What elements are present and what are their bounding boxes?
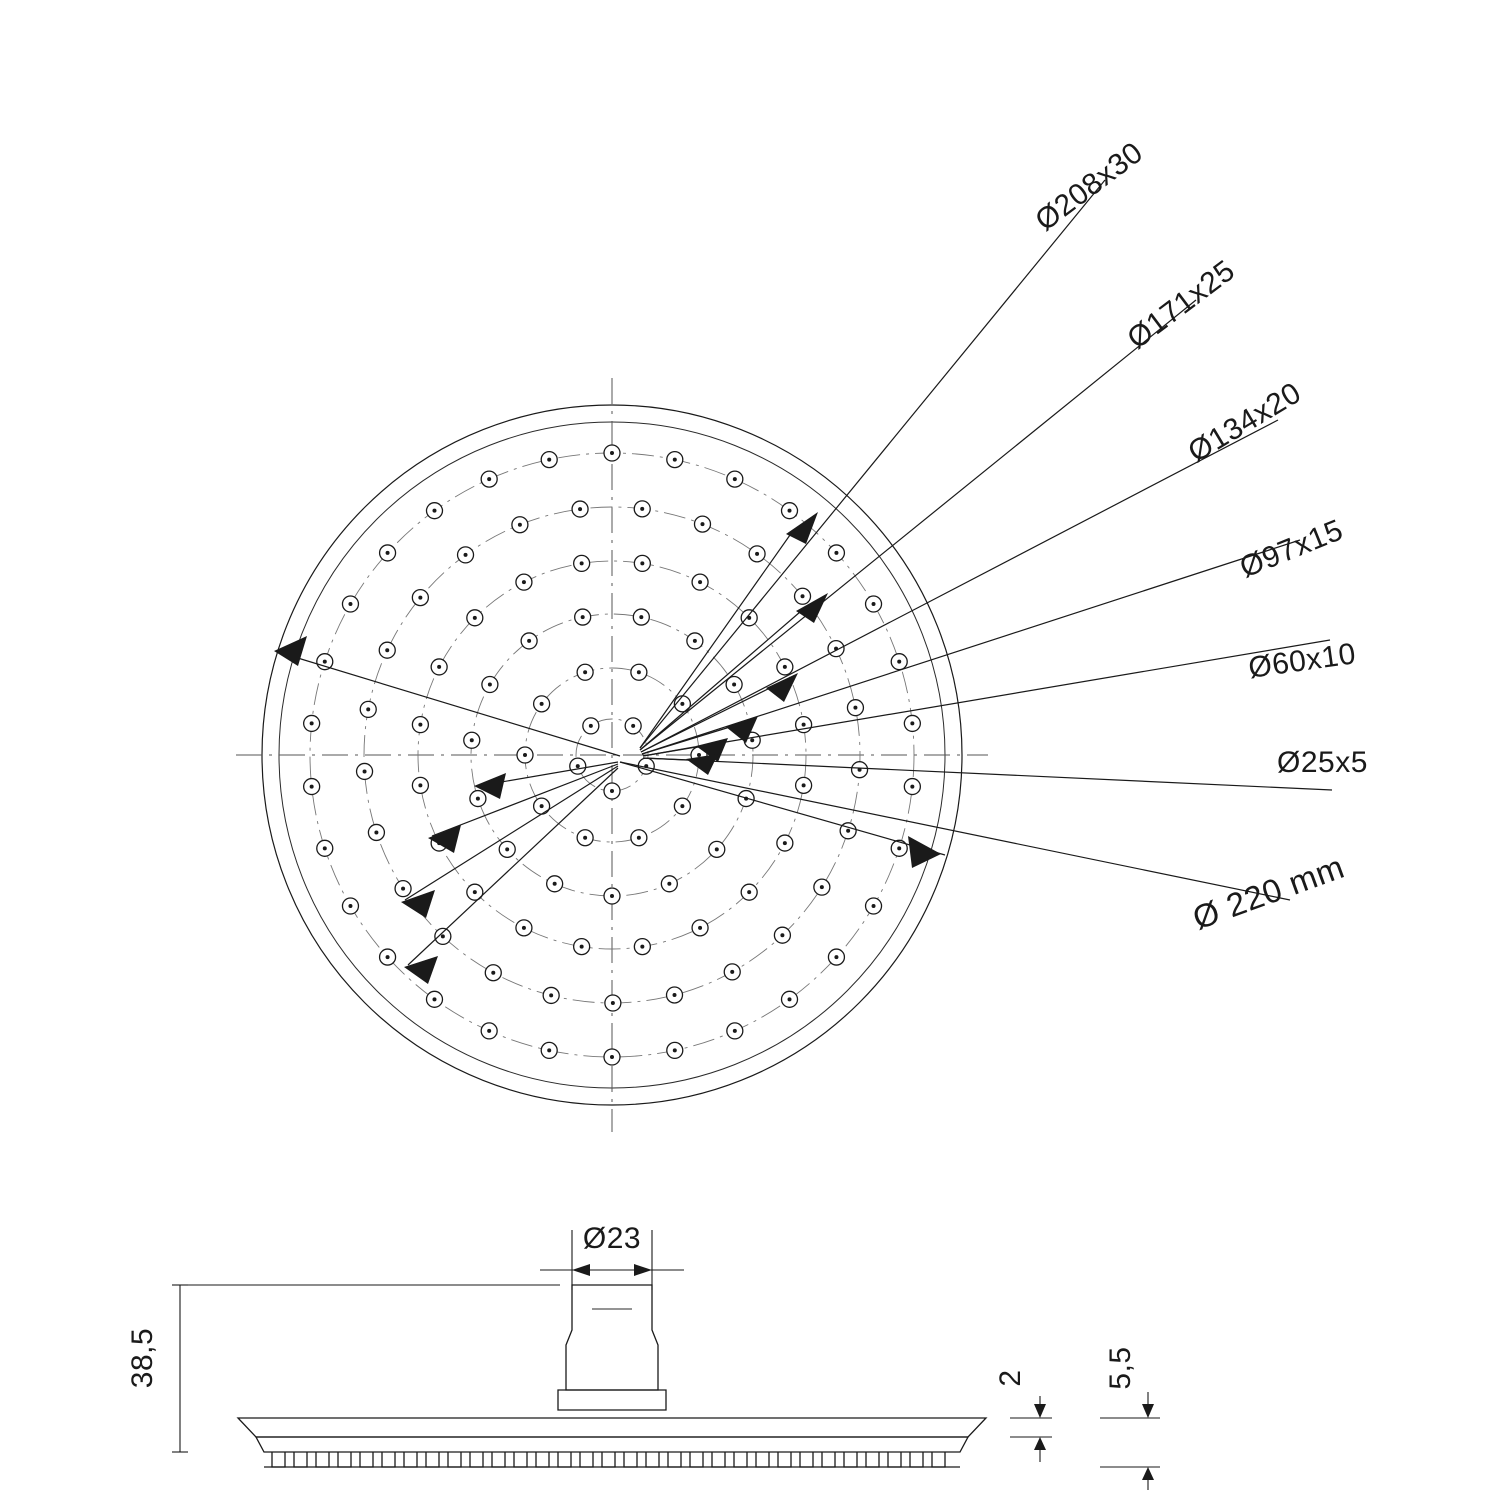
nozzle-hole-center (750, 738, 754, 742)
nozzle-tooth (844, 1452, 857, 1467)
nozzle-hole-center (673, 458, 677, 462)
nozzle-hole-center (473, 890, 477, 894)
nozzle-hole-center (788, 509, 792, 513)
nozzle-hole-center (518, 523, 522, 527)
nozzle-hole-center (693, 639, 697, 643)
nozzle-hole-center (464, 553, 468, 557)
nozzle-hole-center (418, 723, 422, 727)
nozzle-hole-center (637, 670, 641, 674)
nozzle-hole-center (872, 904, 876, 908)
nozzle-hole-center (553, 882, 557, 886)
nozzle-hole-center (473, 616, 477, 620)
label-d25x5: Ø25x5 (1277, 746, 1368, 779)
nozzle-hole-center (853, 706, 857, 710)
nozzle-hole-center (732, 683, 736, 687)
nozzle-tooth (492, 1452, 505, 1467)
nozzle-hole-center (441, 934, 445, 938)
nozzle-hole-center (366, 707, 370, 711)
nozzle-hole-center (640, 561, 644, 565)
nozzle-tooth (426, 1452, 439, 1467)
nozzle-tooth (910, 1452, 923, 1467)
nozzle-tooth (272, 1452, 285, 1467)
nozzle-hole-center (401, 887, 405, 891)
nozzle-tooth (602, 1452, 615, 1467)
nozzle-hole-center (540, 702, 544, 706)
nozzle-hole-center (487, 1029, 491, 1033)
label-height: 38,5 (126, 1327, 159, 1389)
nozzle-hole-center (637, 836, 641, 840)
nozzle-hole-center (910, 785, 914, 789)
plate-top (238, 1418, 986, 1437)
nozzle-hole-center (578, 507, 582, 511)
nozzle-hole-center (897, 846, 901, 850)
nozzle-hole-center (788, 997, 792, 1001)
nozzle-hole-center (487, 477, 491, 481)
nozzle-hole-center (610, 451, 614, 455)
dimension-nozzle-height (1100, 1346, 1160, 1490)
nozzle-tooth (470, 1452, 483, 1467)
nozzle-tooth (624, 1452, 637, 1467)
nozzle-tooth (866, 1452, 879, 1467)
nozzle-hole-center (549, 993, 553, 997)
nozzle-tooth (690, 1452, 703, 1467)
nozzle-hole-center (897, 660, 901, 664)
nozzle-hole-center (872, 602, 876, 606)
label-d60x10: Ø60x10 (1246, 637, 1359, 685)
nozzle-tooth (558, 1452, 571, 1467)
nozzle-hole-center (846, 829, 850, 833)
nozzle-hole-center (834, 955, 838, 959)
nozzle-hole-center (476, 797, 480, 801)
nozzle-hole-center (323, 660, 327, 664)
nozzle-hole-center (386, 955, 390, 959)
nozzle-hole-center (527, 639, 531, 643)
dimension-height (126, 1285, 560, 1452)
nozzle-hole-center (698, 926, 702, 930)
nozzle-hole-center (348, 602, 352, 606)
nozzle-hole-center (418, 596, 422, 600)
nozzle-tooth (800, 1452, 813, 1467)
nozzle-tooth (338, 1452, 351, 1467)
nozzle-tooth (580, 1452, 593, 1467)
nozzle-tooth (514, 1452, 527, 1467)
nozzle-hole-center (505, 847, 509, 851)
nozzle-tooth (448, 1452, 461, 1467)
nozzle-hole-center (470, 738, 474, 742)
nozzle-tooth (646, 1452, 659, 1467)
nozzle-tooth (404, 1452, 417, 1467)
nozzle-hole-center (522, 926, 526, 930)
nozzle-hole-center (589, 724, 593, 728)
nozzle-tooth (734, 1452, 747, 1467)
nozzle-hole-center (802, 783, 806, 787)
nozzle-hole-center (348, 904, 352, 908)
nozzle-hole-center (363, 769, 367, 773)
nozzle-hole-center (437, 665, 441, 669)
nozzle-tooth (536, 1452, 549, 1467)
label-d171x25: Ø171x25 (1121, 253, 1242, 356)
nozzle-hole-center (310, 721, 314, 725)
nozzle-hole-center (755, 552, 759, 556)
nozzle-hole-center (700, 522, 704, 526)
dimension-plate-thickness (994, 1369, 1052, 1462)
label-d97x15: Ø97x15 (1235, 513, 1348, 585)
nozzle-hole-center (491, 971, 495, 975)
label-d220mm: Ø 220 mm (1187, 847, 1349, 937)
top-view (236, 136, 1368, 1132)
nozzle-tooth (316, 1452, 329, 1467)
nozzle-tooth (932, 1452, 945, 1467)
nozzle-hole-center (540, 804, 544, 808)
nozzle-teeth (264, 1452, 960, 1467)
nozzle-hole-center (733, 1029, 737, 1033)
nozzle-hole-center (310, 785, 314, 789)
nozzle-tooth (294, 1452, 307, 1467)
nozzle-hole-center (747, 890, 751, 894)
nozzle-tooth (822, 1452, 835, 1467)
nozzle-hole-center (610, 789, 614, 793)
nozzle-hole-center (386, 551, 390, 555)
plate-body (256, 1437, 968, 1452)
nozzle-hole-center (801, 594, 805, 598)
nozzle-hole-center (374, 830, 378, 834)
nozzle-hole-center (610, 1055, 614, 1059)
nozzle-hole-center (780, 933, 784, 937)
nozzle-hole-center (834, 551, 838, 555)
dimension-inlet-diameter (540, 1222, 684, 1290)
nozzle-hole-center (432, 997, 436, 1001)
nozzle-hole-center (639, 615, 643, 619)
nozzle-hole-center (323, 846, 327, 850)
nozzle-hole-center (611, 1001, 615, 1005)
nozzle-hole-center (680, 804, 684, 808)
nozzle-tooth (888, 1452, 901, 1467)
label-d134x20: Ø134x20 (1182, 376, 1307, 470)
nozzle-hole-center (581, 615, 585, 619)
nozzle-hole-center (783, 665, 787, 669)
nozzle-tooth (382, 1452, 395, 1467)
nozzle-hole-center (673, 1048, 677, 1052)
nozzle-hole-center (802, 723, 806, 727)
nozzle-hole-center (418, 783, 422, 787)
nozzle-hole-center (640, 507, 644, 511)
nozzle-tooth (712, 1452, 725, 1467)
nozzle-hole-center (523, 753, 527, 757)
nozzle-tooth (668, 1452, 681, 1467)
nozzle-hole-center (610, 894, 614, 898)
side-view (126, 1222, 1160, 1490)
nozzle-hole-center (488, 683, 492, 687)
nozzle-hole-center (783, 841, 787, 845)
nozzle-hole-center (385, 648, 389, 652)
nozzle-tooth (756, 1452, 769, 1467)
nozzle-hole-center (640, 945, 644, 949)
nozzle-hole-center (432, 509, 436, 513)
label-plate-thickness: 2 (994, 1369, 1027, 1387)
nozzle-hole-center (547, 458, 551, 462)
nozzle-hole-center (673, 993, 677, 997)
label-d208x30: Ø208x30 (1029, 135, 1150, 238)
inlet-boss (566, 1285, 658, 1390)
nozzle-hole-center (680, 702, 684, 706)
nozzle-hole-center (580, 945, 584, 949)
nozzle-hole-center (910, 721, 914, 725)
nozzle-hole-center (583, 836, 587, 840)
label-nozzle-height: 5,5 (1104, 1346, 1137, 1390)
nozzle-hole-center (667, 882, 671, 886)
nozzle-tooth (778, 1452, 791, 1467)
nozzle-hole-center (715, 847, 719, 851)
nozzle-hole-center (697, 753, 701, 757)
nozzle-hole-center (730, 970, 734, 974)
nozzle-hole-center (547, 1048, 551, 1052)
nozzle-hole-center (733, 477, 737, 481)
nozzle-tooth (360, 1452, 373, 1467)
nozzle-hole-center (576, 764, 580, 768)
nozzle-hole-center (631, 724, 635, 728)
boss-base (558, 1390, 666, 1410)
nozzle-hole-center (522, 580, 526, 584)
nozzle-hole-center (820, 885, 824, 889)
nozzle-hole-center (583, 670, 587, 674)
nozzle-hole-center (580, 561, 584, 565)
label-inlet-diameter: Ø23 (582, 1222, 642, 1255)
nozzle-hole-center (698, 580, 702, 584)
